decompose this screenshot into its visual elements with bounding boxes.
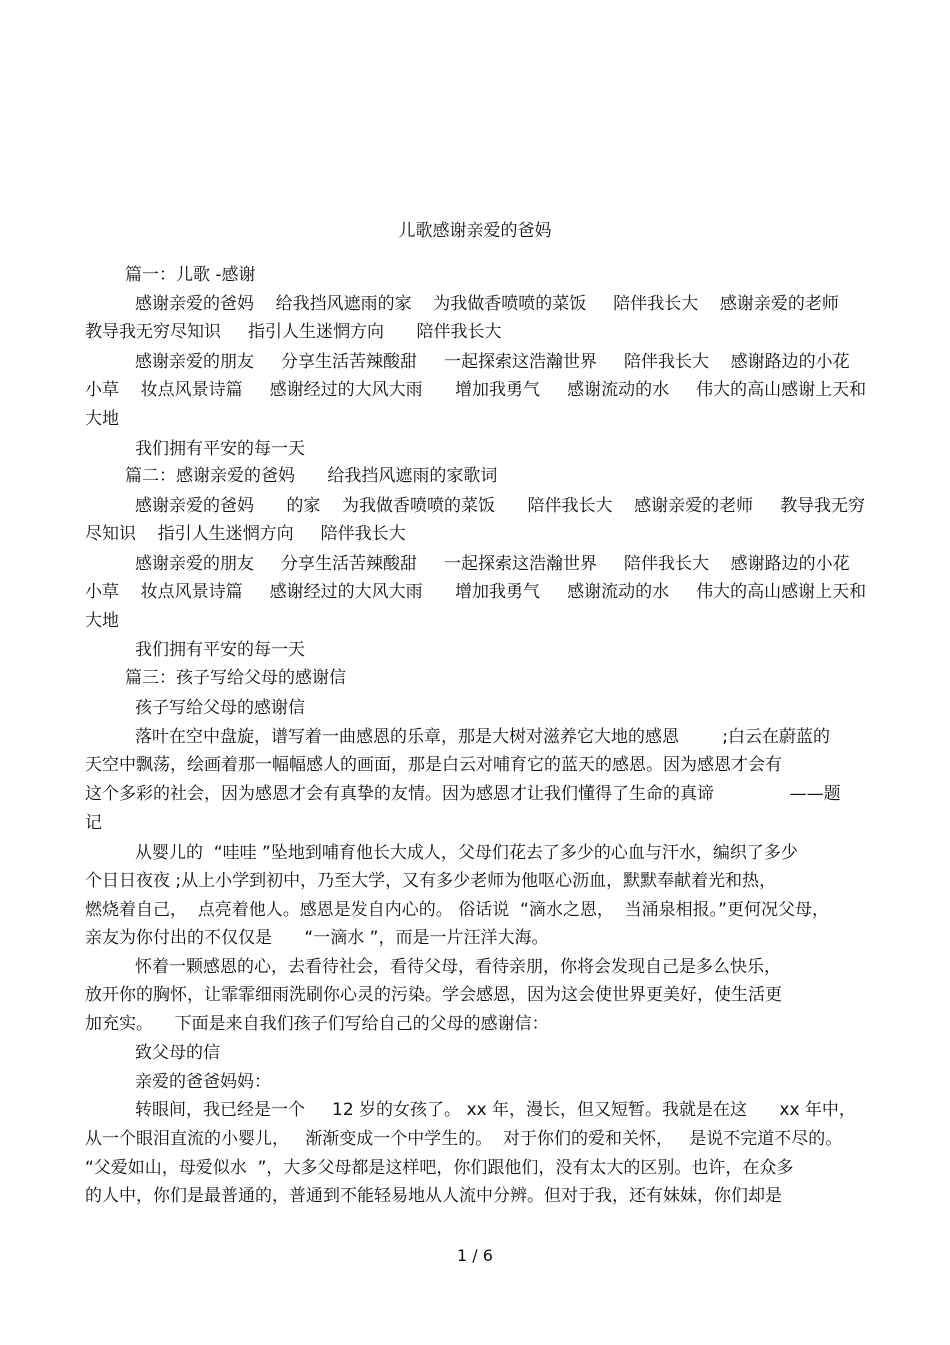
paragraph-line: 感谢亲爱的朋友 分享生活苦辣酸甜 一起探索这浩瀚世界 陪伴我长大 感谢路边的小花 [135,352,850,372]
paragraph-line: 大地 [85,611,119,631]
paragraph-line: 个日日夜夜 ;从上小学到初中，乃至大学，又有多少老师为他呕心沥血，默默奉献着光和热， [85,871,777,891]
paragraph-line: 天空中飘荡，绘画着那一幅幅感人的画面，那是白云对哺育它的蓝天的感恩。因为感恩才会有 [85,755,782,775]
paragraph-line: 亲友为你付出的不仅仅是 “一滴水 ”，而是一片汪洋大海。 [85,928,549,948]
paragraph-line: 感谢亲爱的朋友 分享生活苦辣酸甜 一起探索这浩瀚世界 陪伴我长大 感谢路边的小花 [135,554,850,574]
paragraph-line: 尽知识 指引人生迷惘方向 陪伴我长大 [85,524,406,544]
letter-title: 致父母的信 [135,1043,220,1063]
paragraph-line: 这个多彩的社会，因为感恩才会有真挚的友情。因为感恩才让我们懂得了生命的真谛 ——题 [85,784,841,804]
paragraph-line: 小草 妆点风景诗篇 感谢经过的大风大雨 增加我勇气 感谢流动的水 伟大的高山感谢上天和 [85,582,867,602]
subheading: 孩子写给父母的感谢信 [135,698,305,718]
paragraph-line: 感谢亲爱的爸妈 的家 为我做香喷喷的菜饭 陪伴我长大 感谢亲爱的老师 教导我无穷 [135,496,866,516]
paragraph-line: 怀着一颗感恩的心，去看待社会，看待父母，看待亲朋，你将会发现自己是多么快乐， [135,957,781,977]
paragraph-line: 感谢亲爱的爸妈 给我挡风遮雨的家 为我做香喷喷的菜饭 陪伴我长大 感谢亲爱的老师 [135,294,839,314]
paragraph-line: 燃烧着自己， 点亮着他人。感恩是发自内心的。 俗话说 “滴水之恩， 当涌泉相报。”更何况父母， [85,900,829,920]
paragraph-line: 记 [85,813,102,833]
paragraph-line: 落叶在空中盘旋，谱写着一曲感恩的乐章，那是大树对滋养它大地的感恩 ;白云在蔚蓝的 [135,727,830,747]
paragraph-line: 教导我无穷尽知识 指引人生迷惘方向 陪伴我长大 [85,322,502,342]
paragraph-line: 我们拥有平安的每一天 [135,640,305,660]
paragraph-line: 从婴儿的 “哇哇 ”坠地到哺育他长大成人，父母们花去了多少的心血与汗水，编织了多少 [135,843,798,863]
paragraph-line: 小草 妆点风景诗篇 感谢经过的大风大雨 增加我勇气 感谢流动的水 伟大的高山感谢上天和 [85,380,867,400]
paragraph-line: 我们拥有平安的每一天 [135,439,305,459]
paragraph-line: “父爱如山，母爱似水 ”，大多父母都是这样吧，你们跟他们，没有太大的区别。也许，在众多 [85,1158,794,1178]
paragraph-line: 的人中，你们是最普通的，普通到不能轻易地从人流中分辨。但对于我，还有妹妹，你们却是 [85,1186,782,1206]
section-heading-3: 篇三：孩子写给父母的感谢信 [125,668,346,688]
section-heading-1: 篇一：儿歌 -感谢 [125,265,256,285]
letter-salutation: 亲爱的爸爸妈妈： [135,1072,271,1092]
paragraph-line: 放开你的胸怀，让霏霏细雨洗刷你心灵的污染。学会感恩，因为这会使世界更美好，使生活更 [85,985,782,1005]
paragraph-line: 大地 [85,409,119,429]
section-heading-2: 篇二：感谢亲爱的爸妈 给我挡风遮雨的家歌词 [125,466,498,486]
paragraph-line: 加充实。 下面是来自我们孩子们写给自己的父母的感谢信： [85,1014,549,1034]
page-number: 1 / 6 [457,1246,493,1265]
document-title: 儿歌感谢亲爱的爸妈 [398,221,552,241]
paragraph-line: 从一个眼泪直流的小婴儿， 渐渐变成一个中学生的。 对于你们的爱和关怀， 是说不完道不尽的。 [85,1129,843,1149]
paragraph-line: 转眼间，我已经是一个 12 岁的女孩了。 xx 年，漫长，但又短暂。我就是在这 xx 年中， [135,1100,856,1120]
